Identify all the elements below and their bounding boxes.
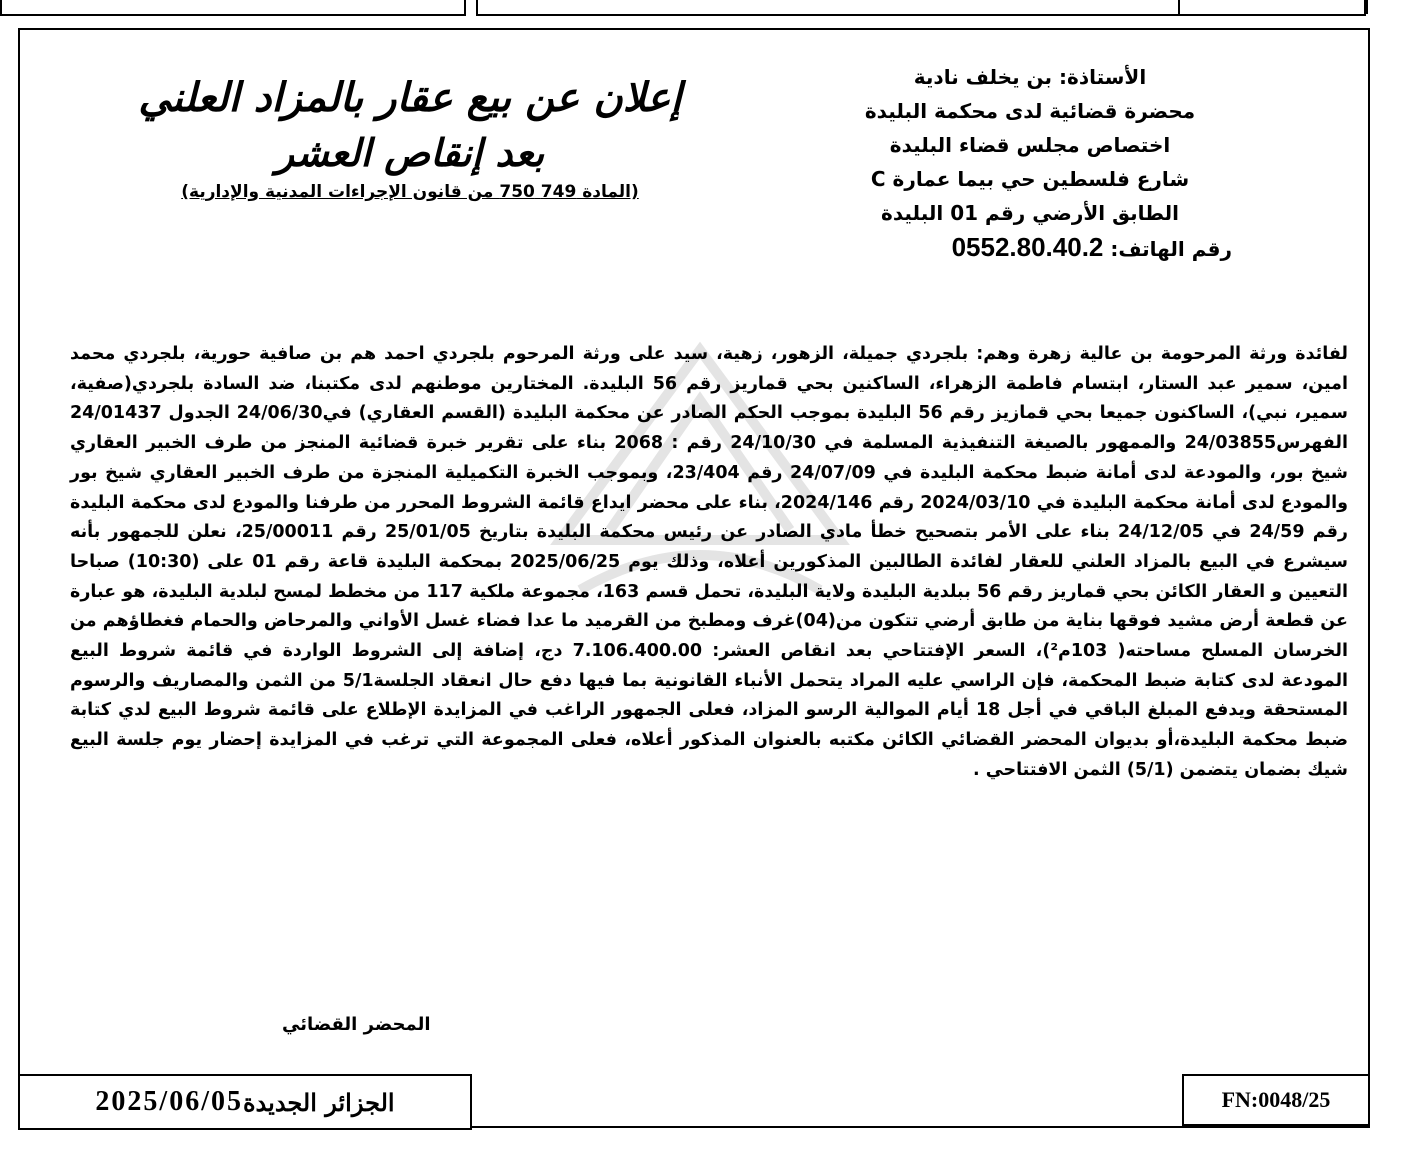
title-line-1: إعلان عن بيع عقار بالمزاد العلني bbox=[138, 74, 682, 121]
phone-number: 0552.80.40.2 bbox=[951, 232, 1104, 262]
signature: المحضر القضائي bbox=[282, 1014, 431, 1035]
bailiff-phone bbox=[820, 230, 1240, 266]
newspaper-box bbox=[18, 1074, 472, 1130]
announcement-body: لفائدة ورثة المرحومة بن عالية زهرة وهم: بلجردي جميلة، الزهور، زهية، سيد على ورثة المرحوم بلجردي احمد هم بن صافية حورية، بلجردي محمد امين، سمير عبد الستار، ابتسام فاطمة الزهراء، الساكنين بحي قماريز رقم 56 البليدة. المختارين موطنهم لدى مكتبنا، ضد السادة بلجردي(صفية، سمير، نبي)، الساكنون جميعا بحي قمازيز رقم 56 البليدة بموجب الحكم الصادر عن محكمة البليدة (القسم العقاري) في24/06/30 الجدول 24/01437 الفهرس24/03855 والممهور بالصيغة التنفيذية المسلمة في 24/10/30 رقم : 2068 بناء على تقرير خبرة قضائية المنجز من طرف الخبير العقاري شيخ بور، والمودعة لدى أمانة ضبط محكمة البليدة في 24/07/09 رقم 23/404، وبموجب الخبرة التكميلية المنجزة من طرف الخبير العقاري شيخ بور والمودع لدى أمانة محكمة البليدة في 2024/03/10 رقم 2024/146، بناء على محضر ايداع قائمة الشروط المحرر من طرفنا والمودع لدى محكمة البليدة رقم 24/59 في 24/12/05 بناء على الأمر بتصحيح خطأ مادي الصادر عن رئيس محكمة البليدة بتاريخ 25/01/05 رقم 25/00011، نعلن للجمهور بأنه سيشرع في البيع بالمزاد العلني للعقار لفائدة الطالبين المذكورين أعلاه، وذلك يوم 2025/06/25 بمحكمة البليدة قاعة رقم 01 على (10:30) صباحا التعيين و العقار الكائن بحي قماريز رقم 56 ببلدية البليدة ولاية البليدة، تحمل قسم 163، مجموعة ملكية 117 من مخطط لمسح لبلدية البليدة، هو عبارة عن قطعة أرض مشيد فوقها بناية من طابق أرضي تتكون من(04)غرف ومطبخ من القرميد ما عدا فضاء غسل الأواني والمرحاض والحمام فغطاؤهم من الخرسان المسلح مساحته( 103م²)، السعر الإفتتاحي بعد انقاص العشر: 7.106.400.00 دج، إضافة إلى الشروط الواردة في قائمة شروط البيع المودعة لدى كتابة ضبط المحكمة، فإن الراسي عليه المراد يتحمل الأنباء القانونية بما فيها دفع حال انعقاد الجلسة5/1 من الثمن والمصاريف والرسوم المستحقة ويدفع المبلغ الباقي في أجل 18 أيام الموالية الرسو المزاد، فعلى الجمهور الراغب في المزايدة الإطلاع على قائمة شروط البيع لدي كتابة ضبط محكمة البليدة،أو بديوان المحضر القضائي الكائن مكتبه بالعنوان المذكور أعلاه، فعلى المجموعة التي ترغب في المزايدة إحضار يوم جلسة البيع شيك بضمان يتضمن (5/1) الثمن الافتتاحي . bbox=[70, 344, 1349, 780]
top-middle-box bbox=[476, 0, 1178, 16]
bailiff-floor: الطابق الأرضي رقم 01 البليدة bbox=[881, 201, 1179, 225]
bailiff-header bbox=[820, 60, 1240, 266]
bailiff-name: الأستاذة: بن يخلف نادية bbox=[913, 65, 1147, 89]
legal-reference: (المادة 749 750 من قانون الإجراءات المدنية والإدارية) bbox=[181, 182, 639, 202]
right-edge-mark bbox=[1364, 0, 1368, 14]
reference-box bbox=[1182, 1074, 1370, 1126]
newspaper-name: الجزائر الجديدة bbox=[242, 1087, 395, 1117]
top-left-box bbox=[0, 0, 466, 16]
announcement-title bbox=[60, 70, 760, 202]
publication-date: 2025/06/05 bbox=[95, 1086, 243, 1117]
phone-label: رقم الهاتف: bbox=[1103, 237, 1232, 261]
top-right-box bbox=[1178, 0, 1366, 16]
title-line-2: بعد إنقاص العشر bbox=[275, 130, 545, 175]
bailiff-jurisdiction: اختصاص مجلس قضاء البليدة bbox=[889, 133, 1171, 157]
bailiff-title: محضرة قضائية لدى محكمة البليدة bbox=[864, 99, 1196, 123]
reference-number: FN:0048/25 bbox=[1221, 1087, 1331, 1112]
bailiff-street: شارع فلسطين حي بيما عمارة C bbox=[870, 167, 1190, 191]
